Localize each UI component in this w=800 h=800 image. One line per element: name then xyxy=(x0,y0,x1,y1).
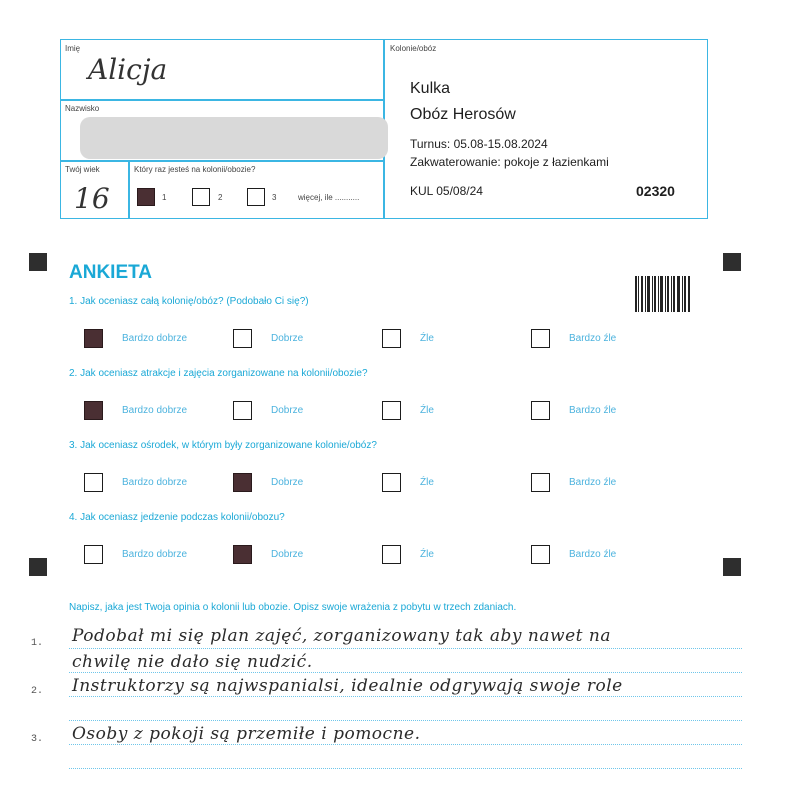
answer-line-3[interactable]: Osoby z pokoji są przemiłe i pomocne. xyxy=(72,724,421,744)
kolonie-name: Kulka xyxy=(410,80,451,97)
rating-option-label: Bardzo źle xyxy=(569,477,617,488)
question-text: 4. Jak oceniasz jedzenie podczas kolonii/obozu? xyxy=(69,512,285,523)
rating-option-label: Dobrze xyxy=(271,333,304,344)
question-text: 3. Jak oceniasz ośrodek, w którym były zorganizowane kolonie/obóz? xyxy=(69,440,377,451)
oboz-name: Obóz Herosów xyxy=(410,106,516,123)
line-number-3: 3. xyxy=(31,734,44,745)
line-number-2: 2. xyxy=(31,686,44,697)
ktory-raz-option-1: 1 xyxy=(162,193,167,202)
rating-checkbox[interactable] xyxy=(84,545,103,564)
rating-option-label: Bardzo dobrze xyxy=(122,477,188,488)
writing-line xyxy=(69,720,742,721)
ktory-raz-checkbox-3[interactable] xyxy=(247,188,265,206)
turnus: Turnus: 05.08-15.08.2024 xyxy=(410,137,548,151)
rating-option-label: Bardzo dobrze xyxy=(122,333,188,344)
rating-checkbox[interactable] xyxy=(382,545,401,564)
survey-title: ANKIETA xyxy=(69,262,153,283)
imie-value[interactable]: Alicja xyxy=(88,53,168,86)
nazwisko-label: Nazwisko xyxy=(65,104,100,113)
rating-checkbox[interactable] xyxy=(382,329,401,348)
rating-option-label: Źle xyxy=(420,549,434,560)
opinion-prompt: Napisz, jaka jest Twoja opinia o kolonii lub obozie. Opisz swoje wrażenia z pobytu w trzech zdaniach. xyxy=(69,602,517,613)
ktory-raz-checkbox-1[interactable] xyxy=(137,188,155,206)
card-divider-age xyxy=(128,160,130,219)
writing-line xyxy=(69,648,742,649)
card-divider-1 xyxy=(60,99,384,101)
answer-line-1[interactable]: Podobał mi się plan zajęć, zorganizowany tak aby nawet na xyxy=(72,626,611,646)
wiecej-label: więcej, ile ........... xyxy=(298,193,360,202)
wiek-label: Twój wiek xyxy=(65,165,100,174)
rating-option-label: Źle xyxy=(420,405,434,416)
answer-line-1-continued[interactable]: chwilę nie dało się nudzić. xyxy=(72,652,313,672)
rating-option-label: Bardzo dobrze xyxy=(122,549,188,560)
rating-checkbox[interactable] xyxy=(84,329,103,348)
rating-checkbox[interactable] xyxy=(531,401,550,420)
wiek-value[interactable]: 16 xyxy=(74,182,110,215)
zakwaterowanie: Zakwaterowanie: pokoje z łazienkami xyxy=(410,155,609,169)
rating-checkbox[interactable] xyxy=(382,473,401,492)
rating-checkbox[interactable] xyxy=(531,473,550,492)
rating-checkbox[interactable] xyxy=(531,329,550,348)
writing-line xyxy=(69,768,742,769)
writing-line xyxy=(69,744,742,745)
rating-checkbox[interactable] xyxy=(531,545,550,564)
rating-option-label: Bardzo źle xyxy=(569,549,617,560)
barcode-icon xyxy=(635,276,691,312)
rating-checkbox[interactable] xyxy=(233,329,252,348)
rating-option-label: Źle xyxy=(420,477,434,488)
kolonie-label: Kolonie/obóz xyxy=(390,44,437,53)
rating-option-label: Dobrze xyxy=(271,477,304,488)
writing-line xyxy=(69,696,742,697)
writing-line xyxy=(69,672,742,673)
ktory-raz-option-2: 2 xyxy=(218,193,223,202)
rating-option-label: Źle xyxy=(420,333,434,344)
kolonie-code: KUL 05/08/24 xyxy=(410,184,483,198)
rating-option-label: Dobrze xyxy=(271,549,304,560)
rating-checkbox[interactable] xyxy=(233,473,252,492)
rating-checkbox[interactable] xyxy=(382,401,401,420)
ktory-raz-label: Który raz jesteś na kolonii/obozie? xyxy=(134,165,256,174)
ktory-raz-checkbox-2[interactable] xyxy=(192,188,210,206)
rating-checkbox[interactable] xyxy=(84,473,103,492)
alignment-marker-top-right xyxy=(723,253,741,271)
rating-checkbox[interactable] xyxy=(84,401,103,420)
rating-checkbox[interactable] xyxy=(233,545,252,564)
line-number-1: 1. xyxy=(31,638,44,649)
ktory-raz-option-3: 3 xyxy=(272,193,277,202)
rating-option-label: Dobrze xyxy=(271,405,304,416)
imie-label: Imię xyxy=(65,44,81,53)
nazwisko-redacted xyxy=(80,117,388,159)
rating-option-label: Bardzo źle xyxy=(569,405,617,416)
rating-option-label: Bardzo źle xyxy=(569,333,617,344)
alignment-marker-bottom-left xyxy=(29,558,47,576)
form-number: 02320 xyxy=(636,183,675,199)
question-text: 1. Jak oceniasz całą kolonię/obóz? (Podobało Ci się?) xyxy=(69,296,309,307)
question-text: 2. Jak oceniasz atrakcje i zajęcia zorganizowane na kolonii/obozie? xyxy=(69,368,368,379)
alignment-marker-top-left xyxy=(29,253,47,271)
alignment-marker-bottom-right xyxy=(723,558,741,576)
answer-line-2[interactable]: Instruktorzy są najwspanialsi, idealnie odgrywają swoje role xyxy=(72,676,623,696)
rating-checkbox[interactable] xyxy=(233,401,252,420)
card-divider-2 xyxy=(60,160,384,162)
rating-option-label: Bardzo dobrze xyxy=(122,405,188,416)
